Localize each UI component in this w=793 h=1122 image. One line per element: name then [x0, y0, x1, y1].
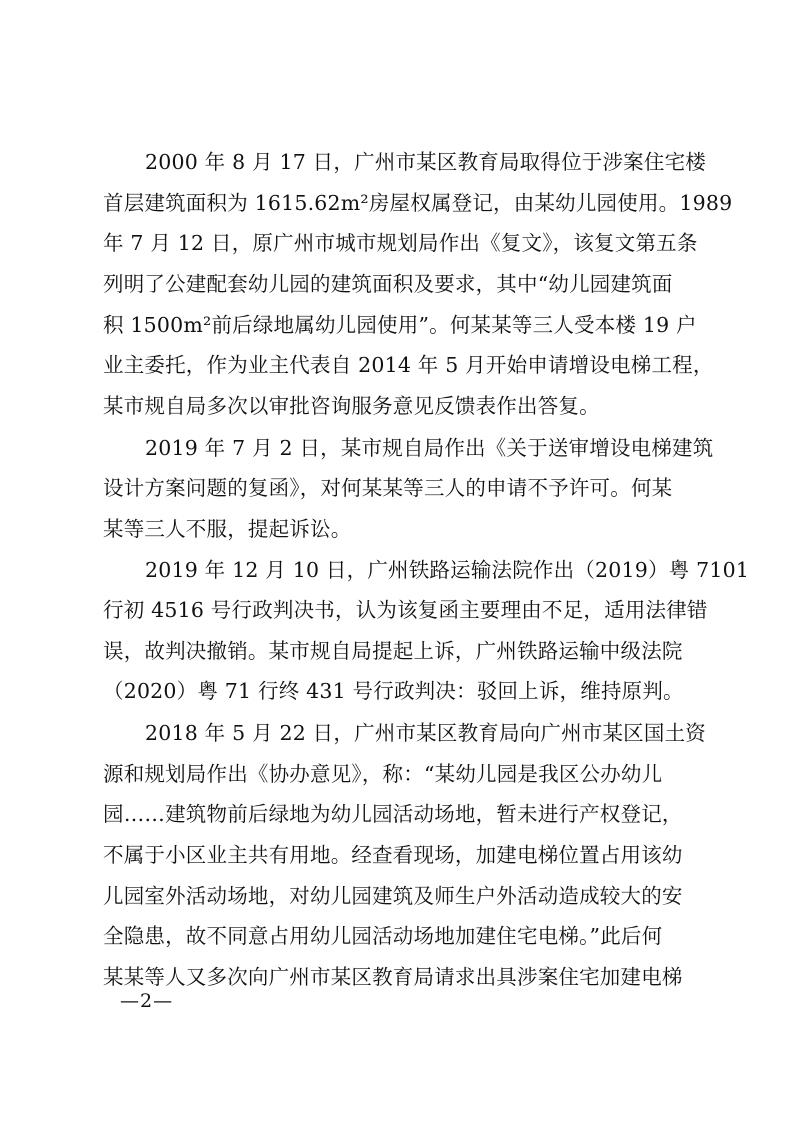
- paragraph-line: 某市规自局多次以审批咨询服务意见反馈表作出答复。: [103, 394, 600, 418]
- paragraph-line: 首层建筑面积为 1615.62m²房屋权属登记，由某幼儿园使用。1989: [103, 191, 733, 215]
- paragraph-line: 误，故判决撤销。某市规自局提起上诉，广州铁路运输中级法院: [103, 639, 683, 663]
- paragraph-line: 业主委托，作为业主代表自 2014 年 5 月开始申请增设电梯工程，: [103, 353, 714, 377]
- paragraph-line: 2018 年 5 月 22 日，广州市某区教育局向广州市某区国土资: [145, 721, 706, 745]
- paragraph-line: （2020）粤 71 行终 431 号行政判决：驳回上诉，维持原判。: [103, 679, 684, 703]
- paragraph-line: 儿园室外活动场地，对幼儿园建筑及师生户外活动造成较大的安: [103, 884, 683, 908]
- paragraph-line: 园……建筑物前后绿地为幼儿园活动场地，暂未进行产权登记，: [103, 802, 683, 826]
- paragraph-line: 全隐患，故不同意占用幼儿园活动场地加建住宅电梯。”此后何: [103, 924, 663, 948]
- paragraph-line: 不属于小区业主共有用地。经查看现场，加建电梯位置占用该幼: [103, 843, 683, 867]
- paragraph-line: 年 7 月 12 日，原广州市城市规划局作出《复文》，该复文第五条: [103, 231, 698, 255]
- paragraph-line: 2019 年 7 月 2 日，某市规自局作出《关于送审增设电梯建筑: [145, 436, 714, 460]
- paragraph-line: 某等三人不服，提起诉讼。: [103, 517, 352, 541]
- paragraph-line: 列明了公建配套幼儿园的建筑面积及要求，其中“幼儿园建筑面: [103, 272, 673, 296]
- paragraph-line: 积 1500m²前后绿地属幼儿园使用”。何某某等三人受本楼 19 户: [103, 313, 697, 337]
- paragraph-line: 行初 4516 号行政判决书，认为该复函主要理由不足，适用法律错: [103, 598, 708, 622]
- page-number: —2—: [120, 990, 174, 1012]
- paragraph-line: 某某等人又多次向广州市某区教育局请求出具涉案住宅加建电梯: [103, 965, 683, 989]
- paragraph-line: 源和规划局作出《协办意见》，称：“某幼儿园是我区公办幼儿: [103, 762, 663, 786]
- paragraph-line: 2000 年 8 月 17 日，广州市某区教育局取得位于涉案住宅楼: [145, 150, 706, 174]
- paragraph-line: 2019 年 12 月 10 日，广州铁路运输法院作出（2019）粤 7101: [145, 558, 750, 582]
- paragraph-line: 设计方案问题的复函》，对何某某等三人的申请不予许可。何某: [103, 476, 673, 500]
